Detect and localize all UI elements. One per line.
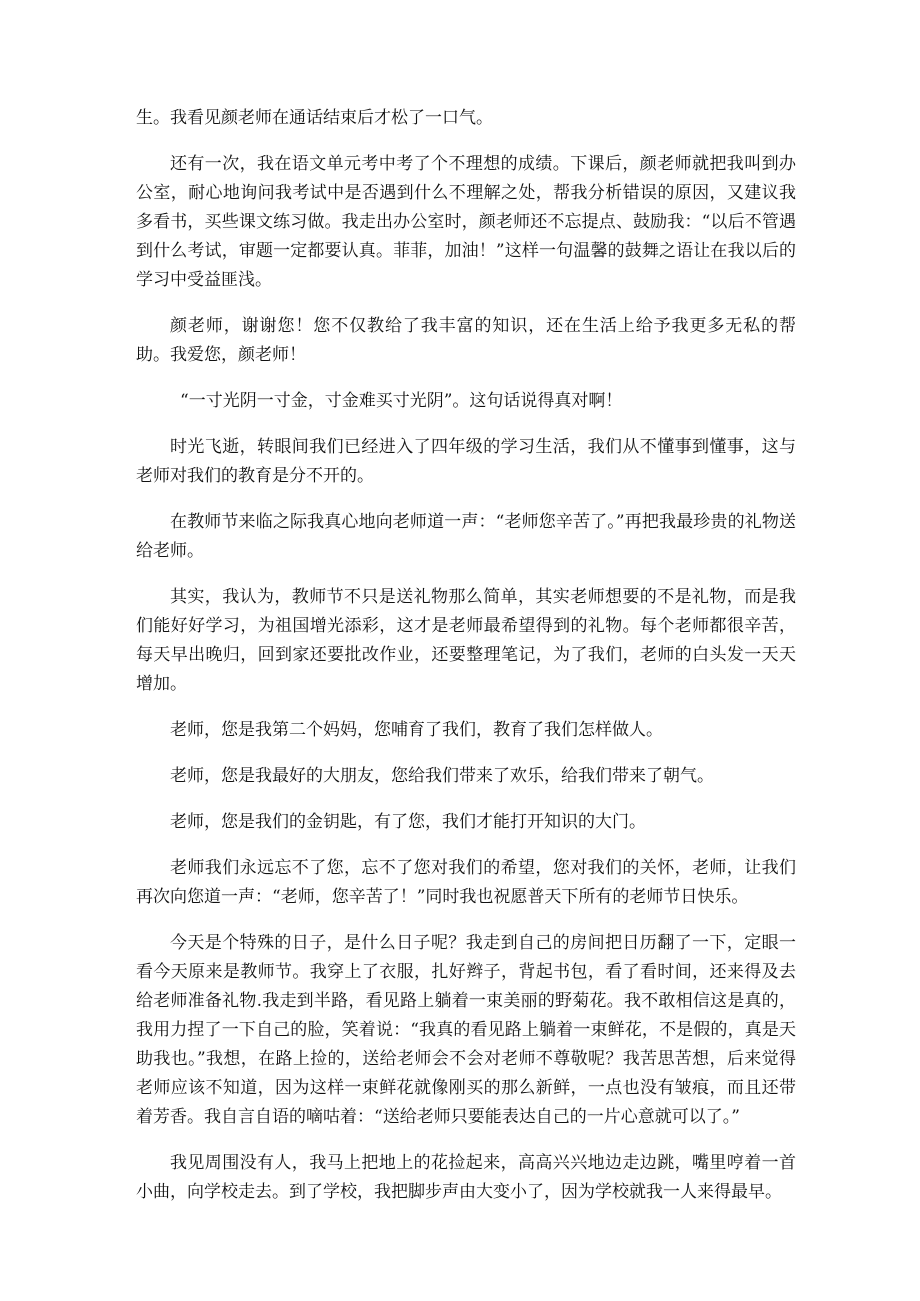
- paragraph: 今天是个特殊的日子，是什么日子呢？我走到自己的房间把日历翻了一下，定眼一看今天原来是教师节。我穿上了衣服，扎好辫子，背起书包，看了看时间，还来得及去给老师准备礼物.我走到半路，看见路上躺着一束美丽的野菊花。我不敢相信这是真的，我用力捏了一下自己的脸，笑着说：“我真的看见路上躺着一束鲜花，不是假的，真是天助我也。”我想，在路上捡的，送给老师会不会对老师不尊敬呢？我苦思苦想，后来觉得老师应该不知道，因为这样一束鲜花就像刚买的那么新鲜，一点也没有皱痕，而且还带着芳香。我自言自语的嘀咕着：“送给老师只要能表达自己的一片心意就可以了。”: [136, 933, 796, 1127]
- paragraph: 生。我看见颜老师在通话结束后才松了一口气。: [136, 108, 493, 128]
- paragraph: 还有一次，我在语文单元考中考了个不理想的成绩。下课后，颜老师就把我叫到办公室，耐心地询问我考试中是否遇到什么不理解之处，帮我分析错误的原因，又建议我多看书，买些课文练习做。我走出办公室时，颜老师还不忘提点、鼓励我：“以后不管遇到什么考试，审题一定都要认真。菲菲，加油！”这样一句温馨的鼓舞之语让在我以后的学习中受益匪浅。: [136, 154, 796, 290]
- paragraph: 其实，我认为，教师节不只是送礼物那么简单，其实老师想要的不是礼物，而是我们能好好学习，为祖国增光添彩，这才是老师最希望得到的礼物。每个老师都很辛苦，每天早出晚归，回到家还要批改作业，还要整理笔记，为了我们，老师的白头发一天天增加。: [136, 587, 796, 694]
- paragraph: 老师，您是我第二个妈妈，您哺育了我们，教育了我们怎样做人。: [170, 720, 663, 740]
- paragraph: 老师，您是我最好的大朋友，您给我们带来了欢乐，给我们带来了朝气。: [170, 766, 714, 786]
- paragraph: 颜老师，谢谢您！您不仅教给了我丰富的知识，还在生活上给予我更多无私的帮助。我爱您，颜老师！: [136, 316, 796, 365]
- paragraph: 老师，您是我们的金钥匙，有了您，我们才能打开知识的大门。: [170, 812, 646, 832]
- paragraph: 时光飞逝，转眼间我们已经进入了四年级的学习生活，我们从不懂事到懂事，这与老师对我们的教育是分不开的。: [136, 437, 796, 486]
- paragraph: “一寸光阴一寸金，寸金难买寸光阴”。这句话说得真对啊！: [180, 391, 623, 411]
- document-page: [136, 104, 796, 1224]
- paragraph: 在教师节来临之际我真心地向老师道一声：“老师您辛苦了。”再把我最珍贵的礼物送给老师。: [136, 512, 796, 561]
- paragraph: 老师我们永远忘不了您，忘不了您对我们的希望，您对我们的关怀，老师，让我们再次向您道一声：“老师，您辛苦了！”同时我也祝愿普天下所有的老师节日快乐。: [136, 858, 796, 907]
- paragraph: 我见周围没有人，我马上把地上的花捡起来，高高兴兴地边走边跳，嘴里哼着一首小曲，向学校走去。到了学校，我把脚步声由大变小了，因为学校就我一人来得最早。: [136, 1153, 796, 1202]
